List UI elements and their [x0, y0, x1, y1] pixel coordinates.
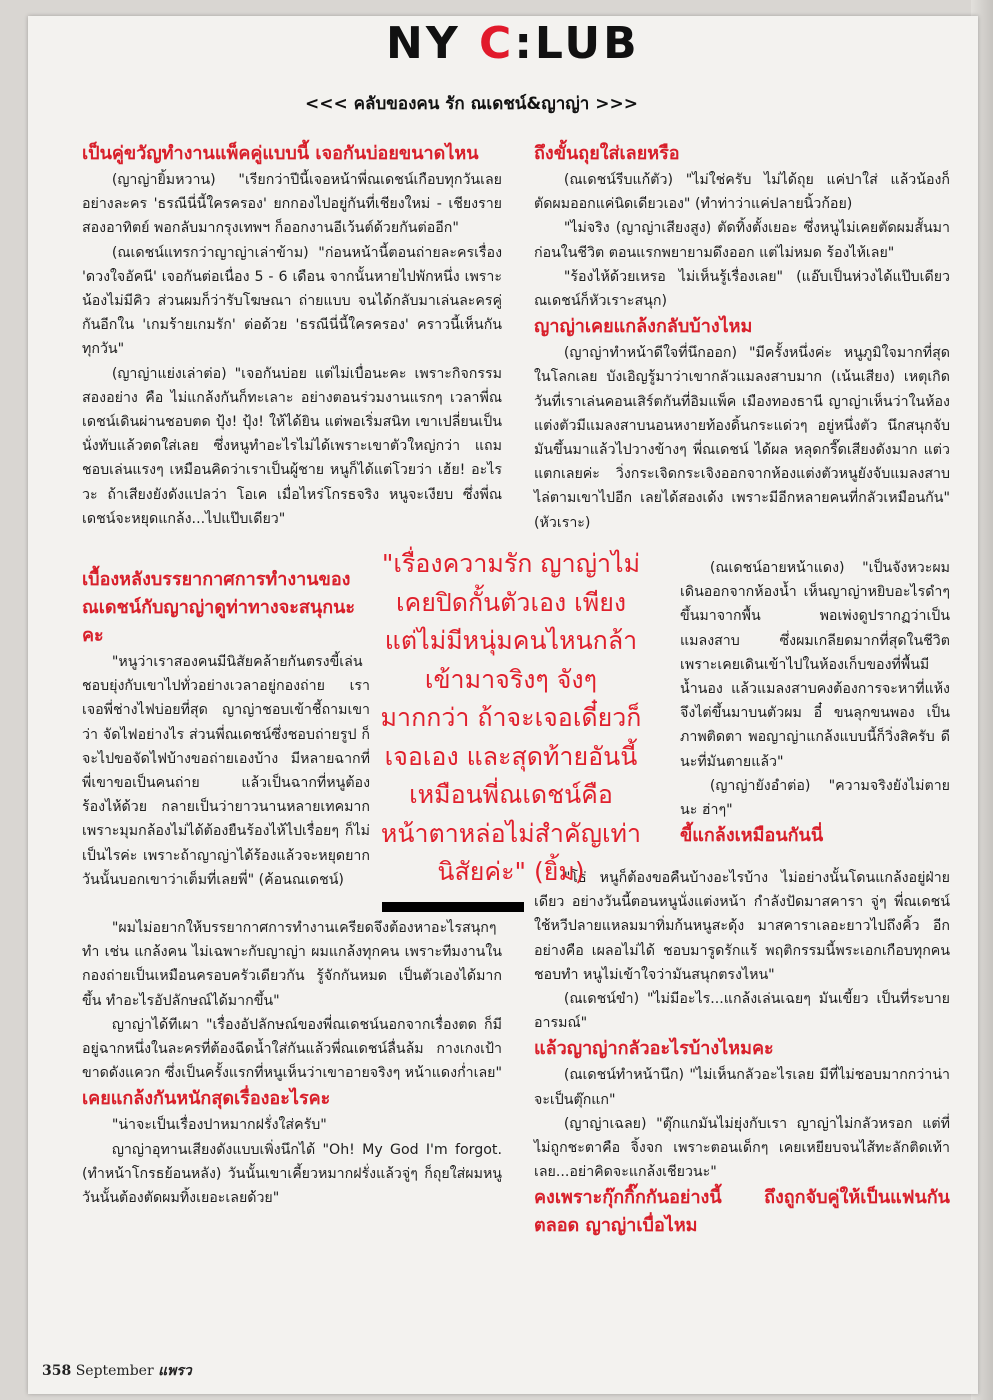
- paragraph: (ณเดชน์ทำหน้านึก) "ไม่เห็นกลัวอะไรเลย มีที่ไม่ชอบมากกว่าน่าจะเป็นตุ๊กแก": [534, 1067, 950, 1108]
- paragraph: (ญาญ่ายังอำต่อ) "ความจริงยังไม่ตายนะ ฮ่าๆ": [680, 777, 950, 819]
- section-heading: ญาญ่าเคยแกล้งกลับบ้างไหม: [534, 316, 753, 338]
- paragraph: (ณเดชน์แทรกว่าญาญ่าเล่าข้าม) "ก่อนหน้านี้ตอนถ่ายละครเรื่อง 'ดวงใจอัคนี' เจอกันต่อเนื่อง 5 - 6 เดือน จากนั้นหายไปพักหนึ่ง เพราะน้องไม่มีคิว ส่วนผมก็ว่ารับโฆษณา ถ่ายแบบ จนได้กลับมาเล่นละครคู่กันอีกใน 'เกมร้ายเกมรัก' ต่อด้วย 'ธรณีนี่นี้ใครครอง' คราวนี้เห็นกันทุกวัน": [82, 244, 502, 358]
- section-heading: แล้วญาญ่ากลัวอะไรบ้างไหมคะ: [534, 1038, 774, 1060]
- left-column-narrow: [82, 566, 370, 892]
- paragraph: (ณเดชน์ขำ) "ไม่มีอะไร...แกล้งเล่นเฉยๆ มันเขี้ยว เป็นที่ระบายอารมณ์": [534, 991, 950, 1032]
- section-heading: ถึงขั้นถุยใส่เลยหรือ: [534, 143, 680, 164]
- paragraph: "น่าจะเป็นเรื่องปาหมากฝรั่งใส่ครับ": [111, 1117, 327, 1134]
- paragraph: ญาญ่าอุทานเสียงดังแบบเพิ่งนึกได้ "Oh! My God I'm forgot. (ทำหน้าโกรธย้อนหลัง) วันนั้นเขาเคี้ยวหมากฝรั่งแล้วจู่ๆ ก็ถุยใส่ผมหนู วันนั้นต้องตัดผมทิ้งเยอะเลยด้วย": [82, 1141, 502, 1207]
- left-column-top: [82, 140, 502, 531]
- right-column-top: [534, 140, 950, 535]
- right-column-narrow: [680, 556, 950, 850]
- section-heading: คงเพราะกุ๊กกิ๊กกันอย่างนี้ ถึงถูกจับคู่ให้เป็นแฟนกันตลอด ญาญ่าเบื่อไหม: [534, 1187, 950, 1237]
- title-accent: C: [479, 18, 515, 69]
- paragraph: (ญาญ่าเฉลย) "ตุ๊กแกมันไม่ยุ่งกับเรา ญาญ่าไม่กลัวหรอก แต่ที่ไม่ถูกชะตาคือ จิ้งจก เพราะตอนเด็กๆ เคยเหยียบจนไส้ทะลักติดเท้า เลย...อย่าคิดจะแกล้งเชียวนะ": [534, 1115, 950, 1181]
- masthead-title: [386, 18, 640, 69]
- title-part: :LUB: [514, 18, 640, 69]
- paragraph: (ณเดชน์อายหน้าแดง) "เป็นจังหวะผมเดินออกจากห้องน้ำ เห็นญาญ่าหยิบอะไรดำๆ ขึ้นมาจากพื้น พอเพ่งดูปรากฏว่าเป็นแมลงสาบ ซึ่งผมเกลียดมากที่สุดในชีวิต เพราะเคยเดินเข้าไปในห้องเก็บของที่พื้นมีน้ำนอง แล้วแมลงสาบคงต้องการจะหาที่แห้ง จึงไต่ขึ้นมาบนตัวผม อี๋ ขนลุกขนพอง เป็นภาพติดตา พอญาญ่าแกล้งแบบนี้ก็วิ่งสิครับ ดีนะที่มันตายแล้ว": [680, 560, 950, 770]
- section-heading: เบื้องหลังบรรยากาศการทำงานของ: [82, 569, 351, 590]
- section-heading: เป็นคู่ขวัญทำงานแพ็คคู่แบบนี้ เจอกันบ่อยขนาดไหน: [82, 143, 479, 164]
- masthead-subtitle: <<< คลับของคน รัก ณเดชน์&ญาญ่า >>>: [305, 94, 638, 114]
- issue-month: September: [75, 1363, 154, 1379]
- page-number: 358: [42, 1363, 72, 1379]
- paragraph: "หนูว่าเราสองคนมีนิสัยคล้ายกันตรงขี้เล่น ชอบยุ่งกับเขาไปทั่วอย่างเวลาอยู่กองถ่าย เราเจอพี่ช่างไฟบ่อยที่สุด ญาญ่าชอบเข้าชี้ถามเขาว่า จัดไฟอย่างไร ส่วนพี่ณเดชน์ซึ่งชอบถ่ายรูป ก็จะไปขอจัดไฟบ้างขอถ่ายเองบ้าง มีหลายฉากที่พี่เขาขอเป็นคนถ่าย แล้วเป็นฉากที่หนูต้องร้องไห้ด้วย กลายเป็นว่ายาวนานหลายเทคมาก เพราะมุมกล้องไม่ได้ต้องยืนร้องไห้ไปเรื่อยๆ ก็ไม่เป็นไรค่ะ เพราะถ้าญาญ่าได้ร้องแล้วจะหยุดยาก วันนั้นบอกเขาว่าเต็มที่เลยพี่" (ค้อนณเดชน์): [82, 654, 370, 888]
- paragraph: (ณเดชน์รีบแก้ตัว) "ไม่ใช่ครับ ไม่ได้ถุย แค่ปาใส่ แล้วน้องก็ตัดผมออกแค่นิดเดียวเอง" (ทำท่าว่าแค่ปลายนิ้วก้อย): [534, 172, 950, 213]
- paragraph: "ไม่จริง (ญาญ่าเสียงสูง) ตัดทิ้งตั้งเยอะ ซึ่งหนูไม่เคยตัดผมสั้นมาก่อนในชีวิต ตอนแรกพยายามดึงออก แต่ไม่หมด ร้องไห้เลย": [534, 220, 950, 261]
- paragraph: "โธ่ หนูก็ต้องขอคืนบ้างอะไรบ้าง ไม่อย่างนั้นโดนแกล้งอยู่ฝ่ายเดียว อย่างวันนี้ตอนหนูนั่งแต่งหน้า กำลังปัดมาสคารา จู่ๆ พี่ณเดชน์ใช้หวีปลายแหลมมาทิ่มก้นหนูสะดุ้ง มาสคาราเลอะยาวไปถึงคิ้ว อีกอย่างคือ เผลอไม่ได้ ชอบมารูดรักแร้ พฤติกรรมนี้พระเอกเกือบทุกคนชอบทำ หนูไม่เข้าใจว่ามันสนุกตรงไหน": [534, 870, 950, 983]
- left-column-bottom: [82, 916, 502, 1210]
- magazine-logo: แพรว: [158, 1363, 192, 1379]
- right-column-bottom: [534, 866, 950, 1240]
- section-heading: ขี้แกล้งเหมือนกันนี่: [680, 825, 824, 847]
- paragraph: (ญาญ่าทำหน้าดีใจที่นึกออก) "มีครั้งหนึ่งค่ะ หนูภูมิใจมากที่สุดในโลกเลย บังเอิญรู้มาว่าเขากลัวแมลงสาบมาก (เน้นเสียง) เหตุเกิดวันที่เราเล่นคอนเสิร์ตกันที่อิมแพ็ค เมืองทองธานี ญาญ่าเห็นว่าในห้องแต่งตัวมีแมลงสาบนอนหงายท้องดิ้นกระแด่วๆ อยู่หนึ่งตัว นึกสนุกจับมันขึ้นมาแล้วไปวางข้างๆ พี่ณเดชน์ ได้ผล หลุดกรี๊ดเสียงดังมาก แต่วแตกเลยค่ะ วิ่งกระเจิดกระเจิงออกจากห้องแต่งตัวหนูยังจับแมลงสาบไล่ตามเขาไปอีก เลยได้สองเด้ง เพราะมีอีกหลายคนที่กลัวเหมือนกัน" (หัวเราะ): [534, 345, 950, 531]
- title-part: NY: [386, 18, 480, 69]
- paragraph: "ร้องไห้ด้วยเหรอ ไม่เห็นรู้เรื่องเลย" (แอ๊บเป็นห่วงได้แป๊บเดียว ณเดชน์ก็หัวเราะสนุก): [534, 268, 950, 310]
- paragraph: (ญาญ่ายิ้มหวาน) "เรียกว่าปีนี้เจอหน้าพี่ณเดชน์เกือบทุกวันเลย อย่างละคร 'ธรณีนี่นี้ใครครอง' ยกกองไปอยู่กันที่เชียงใหม่ - เชียงราย สองอาทิตย์ พอกลับมากรุงเทพฯ ก็ออกงานอีเว้นต์ด้วยกันต่ออีก": [82, 172, 502, 237]
- section-heading: เคยแกล้งกันหนักสุดเรื่องอะไรคะ: [82, 1088, 331, 1110]
- pull-quote-rule: [382, 902, 524, 912]
- paragraph: ญาญ่าได้ทีเผา "เรื่องอัปลักษณ์ของพี่ณเดชน์นอกจากเรื่องตด ก็มีอยู่ฉากหนึ่งในละครที่ต้องฉีดน้ำใส่กันแล้วพี่ณเดชน์ลื่นล้ม กางเกงเป้าขาดดังแควก ซึ่งเป็นครั้งแรกที่หนูเห็นว่าเขาอายจริงๆ หน้าแดงก่ำเลย": [82, 1016, 503, 1082]
- paragraph: "ผมไม่อยากให้บรรยากาศการทำงานเครียดจึงต้องหาอะไรสนุกๆ ทำ เช่น แกล้งคน ไม่เฉพาะกับญาญ่า ผมแกล้งทุกคน เพราะทีมงานในกองถ่ายเป็นเหมือนครอบครัวเดียวกัน รู้จักกันหมด เป็นตัวเองได้มากขึ้น ทำอะไรอัปลักษณ์ได้มากขึ้น": [82, 920, 502, 1009]
- paragraph: (ญาญ่าแย่งเล่าต่อ) "เจอกันบ่อย แต่ไม่เบื่อนะคะ เพราะกิจกรรมสองอย่าง คือ ไม่แกล้งกันก็ทะเลาะ อย่างตอนร่วมงานแรกๆ เวลาพี่ณเดชน์เดินผ่านชอบตด ปุ้ง! ปุ้ง! ให้ได้ยิน แต่พอเริ่มสนิท เขาเปลี่ยนเป็นนั่งทับแล้วตดใส่เลย ซึ่งหนูทำอะไรไม่ได้เพราะเขาตัวใหญ่กว่า แถมชอบเล่นแรงๆ เหมือนคิดว่าเราเป็นผู้ชาย หนูก็ได้แต่โวยว่า เฮ้ย! อะไรวะ ถ้าเสียงยังดังแปลว่า โอเค เมื่อไหร่โกรธจริง หนูจะเงียบ ซึ่งพี่ณเดชน์จะหยุดแกล้ง...ไปแป๊บเดียว": [82, 365, 502, 527]
- page-footer: [42, 1360, 192, 1382]
- section-heading: ณเดชน์กับญาญ่าดูท่าทางจะสนุกนะคะ: [82, 597, 356, 646]
- pull-quote: "เรื่องความรัก ญาญ่าไม่เคยปิดกั้นตัวเอง เพียงแต่ไม่มีหนุ่มคนไหนกล้าเข้ามาจริงๆ จังๆ มากกว่า ถ้าจะเจอเดี๋ยวก็เจอเอง และสุดท้ายอันนี้เหมือนพี่ณเดชน์คือหน้าตาหล่อไม่สำคัญเท่านิสัยค่ะ" (ยิ้ม): [380, 549, 642, 886]
